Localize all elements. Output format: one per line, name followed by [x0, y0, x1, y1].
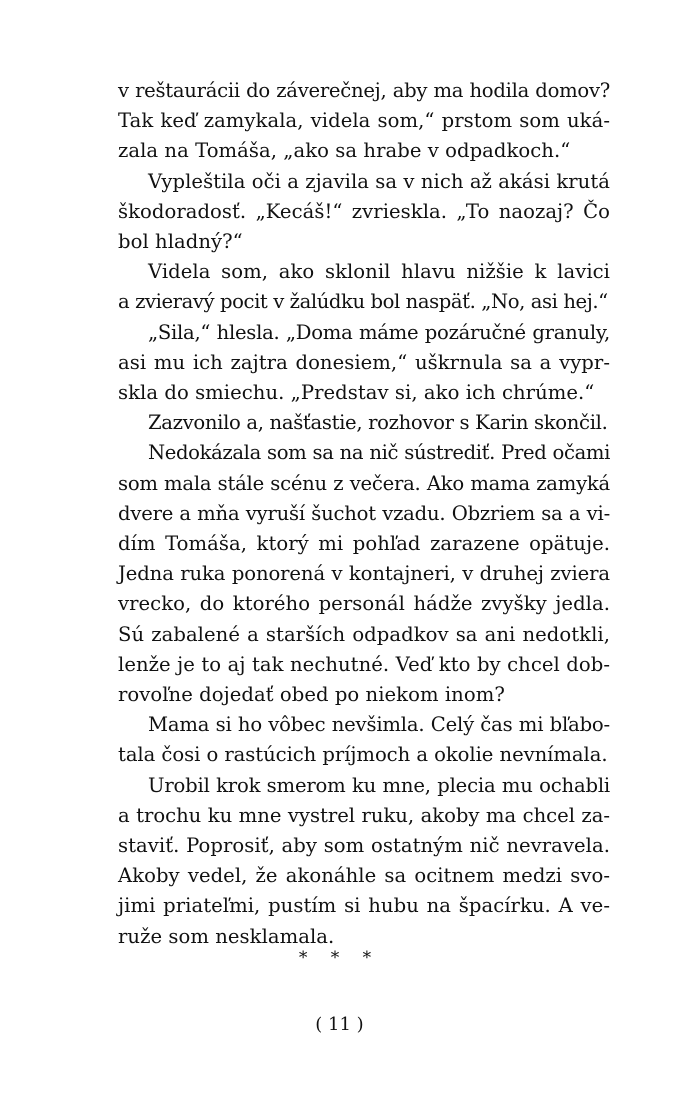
- text-line: ruže som nesklamala.: [118, 924, 335, 948]
- text-line: skla do smiechu. „Predstav si, ako ich chrúme.“: [118, 381, 595, 405]
- paragraph: [118, 408, 610, 438]
- text-line: bol hladný?“: [118, 230, 243, 254]
- text-line: asi mu ich zajtra donesiem,“ uškrnula sa a vypr-: [118, 350, 610, 374]
- page-number: ( 11 ): [315, 1014, 364, 1035]
- text-line: jimi priateľmi, pustím si hubu na špacírku. A ve-: [118, 894, 610, 918]
- text-line: Urobil krok smerom ku mne, plecia mu ochabli: [148, 773, 610, 797]
- paragraph: [118, 167, 610, 258]
- text-line: vrecko, do ktorého personál hádže zvyšky jedla.: [118, 592, 610, 616]
- text-line: a trochu ku mne vystrel ruku, akoby ma chcel za-: [118, 803, 610, 827]
- text-line: Mama si ho vôbec nevšimla. Celý čas mi bľabo-: [148, 713, 610, 737]
- text-line: staviť. Poprosiť, aby som ostatným nič nevravela.: [118, 834, 610, 858]
- paragraph: [118, 438, 610, 710]
- text-line: Jedna ruka ponorená v kontajneri, v druhej zviera: [118, 562, 610, 586]
- text-line: Sú zabalené a starších odpadkov sa ani nedotkli,: [118, 622, 610, 646]
- paragraph: [118, 710, 610, 770]
- text-line: Tak keď zamykala, videla som,“ prstom som uká-: [118, 109, 610, 133]
- paragraph: [118, 318, 610, 409]
- text-line: tala čosi o rastúcich príjmoch a okolie nevnímala.: [118, 743, 608, 767]
- text-line: lenže je to aj tak nechutné. Veď kto by chcel dob-: [118, 652, 610, 676]
- text-line: zala na Tomáša, „ako sa hrabe v odpadkoch.“: [118, 139, 571, 163]
- text-line: Videla som, ako sklonil hlavu nižšie k lavici: [148, 260, 610, 284]
- text-line: škodoradosť. „Kecáš!“ zvrieskla. „To naozaj? Čo: [118, 199, 610, 223]
- text-line: a zvieravý pocit v žalúdku bol naspäť. „No, asi hej.“: [118, 290, 608, 314]
- paragraph: [118, 76, 610, 167]
- section-separator: * * *: [298, 948, 381, 968]
- text-line: dvere a mňa vyruší šuchot vzadu. Obzriem sa a vi-: [118, 501, 610, 525]
- paragraph: [118, 257, 610, 317]
- text-line: Zazvonilo a, našťastie, rozhovor s Karin skončil.: [148, 411, 608, 435]
- text-line: som mala stále scénu z večera. Ako mama zamyká: [118, 471, 610, 495]
- text-line: „Sila,“ hlesla. „Doma máme pozáručné granuly,: [148, 320, 610, 344]
- text-line: Akoby vedel, že akonáhle sa ocitnem medzi svo-: [118, 864, 610, 888]
- text-line: dím Tomáša, ktorý mi pohľad zarazene opätuje.: [118, 532, 610, 556]
- text-line: rovoľne dojedať obed po niekom inom?: [118, 683, 505, 707]
- text-line: Vypleštila oči a zjavila sa v nich až akási krutá: [148, 169, 610, 193]
- paragraph: [118, 771, 610, 952]
- book-page-text: [118, 76, 610, 952]
- text-line: Nedokázala som sa na nič sústrediť. Pred očami: [148, 441, 610, 465]
- text-line: v reštaurácii do záverečnej, aby ma hodila domov?: [118, 79, 610, 102]
